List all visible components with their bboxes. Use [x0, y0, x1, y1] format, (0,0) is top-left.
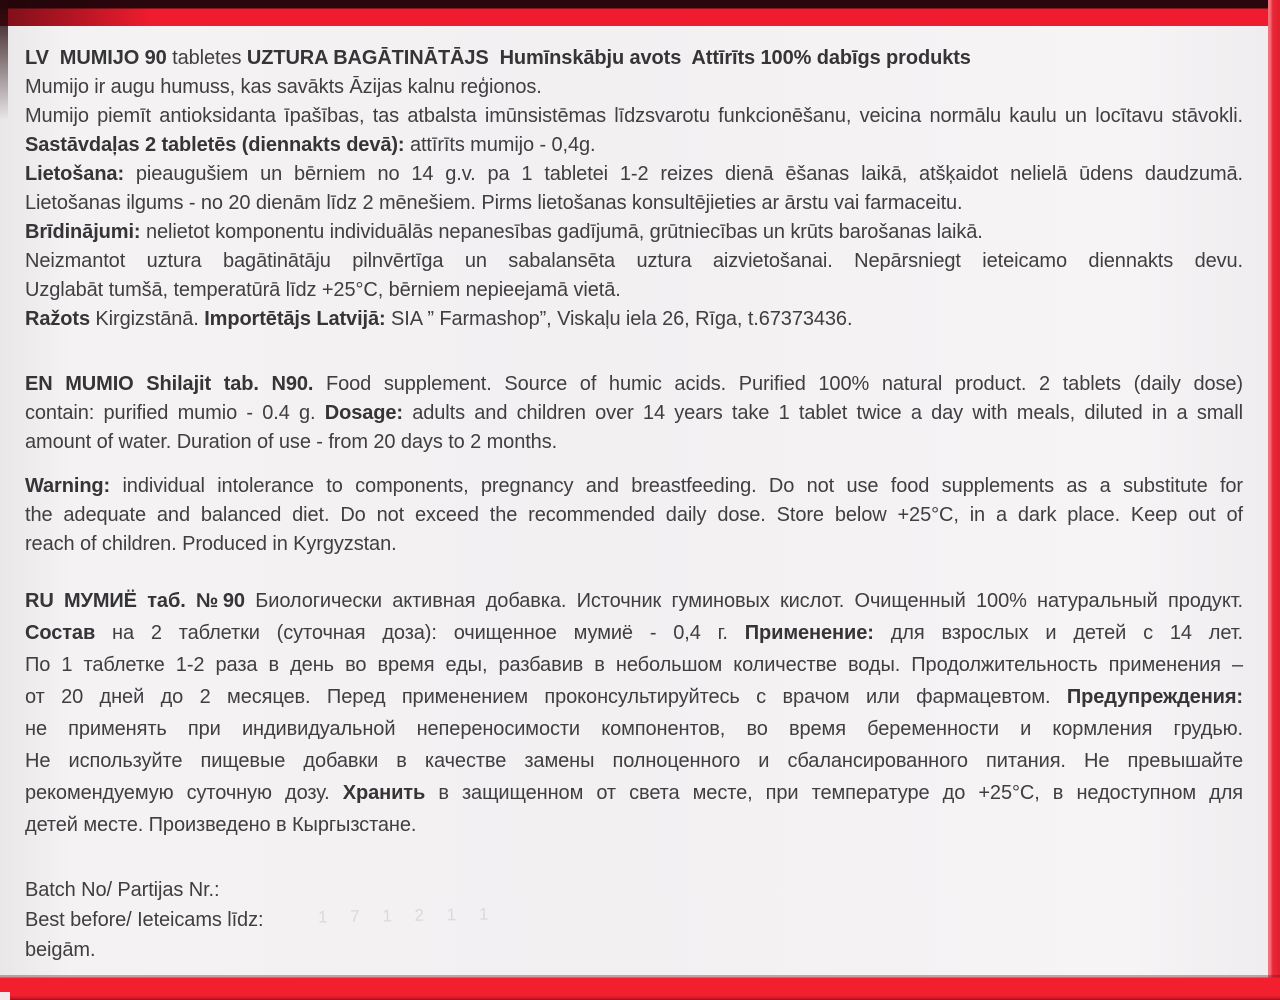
label-line: [25, 745, 1243, 777]
text-run: Best before/ Ieteicams līdz:: [25, 909, 264, 931]
bold-text-run: Ražots: [25, 308, 90, 330]
right-red-border: [1268, 0, 1280, 1000]
label-line: [25, 305, 1243, 334]
bottom-red-border: [0, 975, 1280, 1000]
bold-text-run: Warning:: [25, 475, 111, 497]
bold-text-run: Dosage:: [324, 402, 403, 424]
bold-text-run: RU МУМИЁ таб. №90: [25, 590, 245, 612]
text-run: Uzglabāt tumšā, temperatūrā līdz +25°C, bērniem nepieejamā vietā.: [25, 279, 621, 301]
text-run: По 1 таблетке 1-2 раза в день во время еды, разбавив в небольшом количестве воды. Продолжительность применения –: [25, 654, 1243, 676]
text-run: Mumijo ir augu humuss, kas savākts Āzijas kalnu reģionos.: [25, 76, 542, 98]
bestbefore-stamp: 1 7 1 2 1 1: [317, 904, 498, 927]
text-run: Биологически активная добавка. Источник гуминовых кислот. Очищенный 100% натуральный продукт.: [244, 590, 1243, 612]
bold-text-run: LV MUMIJO 90: [25, 47, 173, 69]
text-run: от 20 дней до 2 месяцев. Перед применением проконсультируйтесь с врачом или фармацевтом.: [25, 686, 1067, 708]
text-run: beigām.: [25, 939, 96, 961]
label-line: [25, 905, 1243, 935]
label-line: [25, 276, 1243, 305]
label-line: [25, 131, 1243, 160]
bold-text-run: Применение:: [744, 622, 874, 644]
label-line: [25, 501, 1243, 530]
label-line: [25, 681, 1243, 713]
label-line: [25, 218, 1243, 247]
label-line: [25, 160, 1243, 189]
label-line: [25, 44, 1243, 73]
section-english: [25, 370, 1243, 559]
bold-text-run: Importētājs Latvijā:: [204, 308, 386, 330]
label-line: [25, 428, 1243, 457]
label-line: [25, 399, 1243, 428]
section-latvian: [25, 44, 1243, 334]
text-run: рекомендуемую суточную дозу.: [25, 782, 343, 804]
text-run: Neizmantot uztura bagātinātāju pilnvērtīga un sabalansēta uztura aizvietošanai. Nepārsniegt ieteicamo diennakts devu.: [25, 250, 1243, 272]
text-run: individual intolerance to components, pregnancy and breastfeeding. Do not use food supplements as a substitute for: [110, 475, 1243, 497]
bold-text-run: Состав: [25, 622, 96, 644]
text-run: the adequate and balanced diet. Do not exceed the recommended daily dose. Store below +25°C, in a dark place. Keep out of: [25, 504, 1243, 526]
text-run: Не используйте пищевые добавки в качестве замены полноценного и сбалансированного питания. Не превышайте: [25, 750, 1243, 772]
text-run: attīrīts mumijo - 0,4g.: [404, 134, 596, 156]
bold-text-run: EN MUMIO Shilajit tab. N90.: [25, 373, 314, 395]
top-red-border: [0, 0, 1280, 26]
bold-text-run: Lietošana:: [25, 163, 125, 185]
label-text-area: [25, 44, 1243, 965]
text-run: Mumijo piemīt antioksidanta īpašības, tas atbalsta imūnsistēmas līdzsvarotu funkcionēšanu, veicina normālu kaulu un locītavu stāvokli.: [25, 105, 1243, 127]
bold-text-run: Хранить: [342, 782, 426, 804]
label-line: [25, 585, 1243, 617]
label-line: [25, 617, 1243, 649]
text-run: adults and children over 14 years take 1 tablet twice a day with meals, diluted in a small: [402, 402, 1243, 424]
label-line: [25, 102, 1243, 131]
section-batch-info: [25, 875, 1243, 965]
text-run: contain: purified mumio - 0.4 g.: [25, 402, 325, 424]
text-run: SIA ” Farmashop”, Viskaļu iela 26, Rīga, t.67373436.: [385, 308, 853, 330]
left-edge-shadow: [0, 0, 8, 120]
label-line: [25, 649, 1243, 681]
text-run: Food supplement. Source of humic acids. Purified 100% natural product. 2 tablets (daily dose): [313, 373, 1243, 395]
text-run: Lietošanas ilgums - no 20 dienām līdz 2 mēnešiem. Pirms lietošanas konsultējieties ar ārstu vai farmaceitu.: [25, 192, 963, 214]
text-run: nelietot komponentu individuālās nepanesības gadījumā, grūtniecības un krūts barošanas laikā.: [140, 221, 983, 243]
text-run: tabletes: [172, 47, 247, 69]
label-line: [25, 713, 1243, 745]
label-line: [25, 875, 1243, 905]
text-run: на 2 таблетки (суточная доза): очищенное мумиё - 0,4 г.: [95, 622, 745, 644]
label-line: [25, 530, 1243, 559]
label-line: [25, 809, 1243, 841]
label-line: [25, 73, 1243, 102]
text-run: Batch No/ Partijas Nr.:: [25, 879, 220, 901]
label-line: [25, 935, 1243, 965]
label-line: [25, 189, 1243, 218]
section-russian: [25, 585, 1243, 841]
text-run: amount of water. Duration of use - from 20 days to 2 months.: [25, 431, 558, 453]
text-run: для взрослых и детей с 14 лет.: [873, 622, 1243, 644]
bold-text-run: UZTURA BAGĀTINĀTĀJS Humīnskābju avots Attīrīts 100% dabīgs produkts: [246, 47, 971, 69]
label-line: [25, 247, 1243, 276]
bold-text-run: Brīdinājumi:: [25, 221, 141, 243]
bold-text-run: Предупреждения:: [1066, 686, 1243, 708]
text-run: pieaugušiem un bērniem no 14 g.v. pa 1 tabletei 1-2 reizes dienā ēšanas laikā, atšķaidot nelielā ūdens daudzumā.: [124, 163, 1243, 185]
text-run: в защищенном от света месте, при температуре до +25°C, в недоступном для: [425, 782, 1243, 804]
bold-text-run: Sastāvdaļas 2 tabletēs (diennakts devā):: [25, 134, 405, 156]
label-line: [25, 472, 1243, 501]
text-run: детей месте. Произведено в Кыргызстане.: [25, 814, 417, 836]
label-line: [25, 370, 1243, 399]
label-line: [25, 777, 1243, 809]
text-run: не применять при индивидуальной непереносимости компонентов, во время беременности и кормления грудью.: [25, 718, 1243, 740]
text-run: Kirgizstānā.: [89, 308, 205, 330]
text-run: reach of children. Produced in Kyrgyzstan.: [25, 533, 397, 555]
